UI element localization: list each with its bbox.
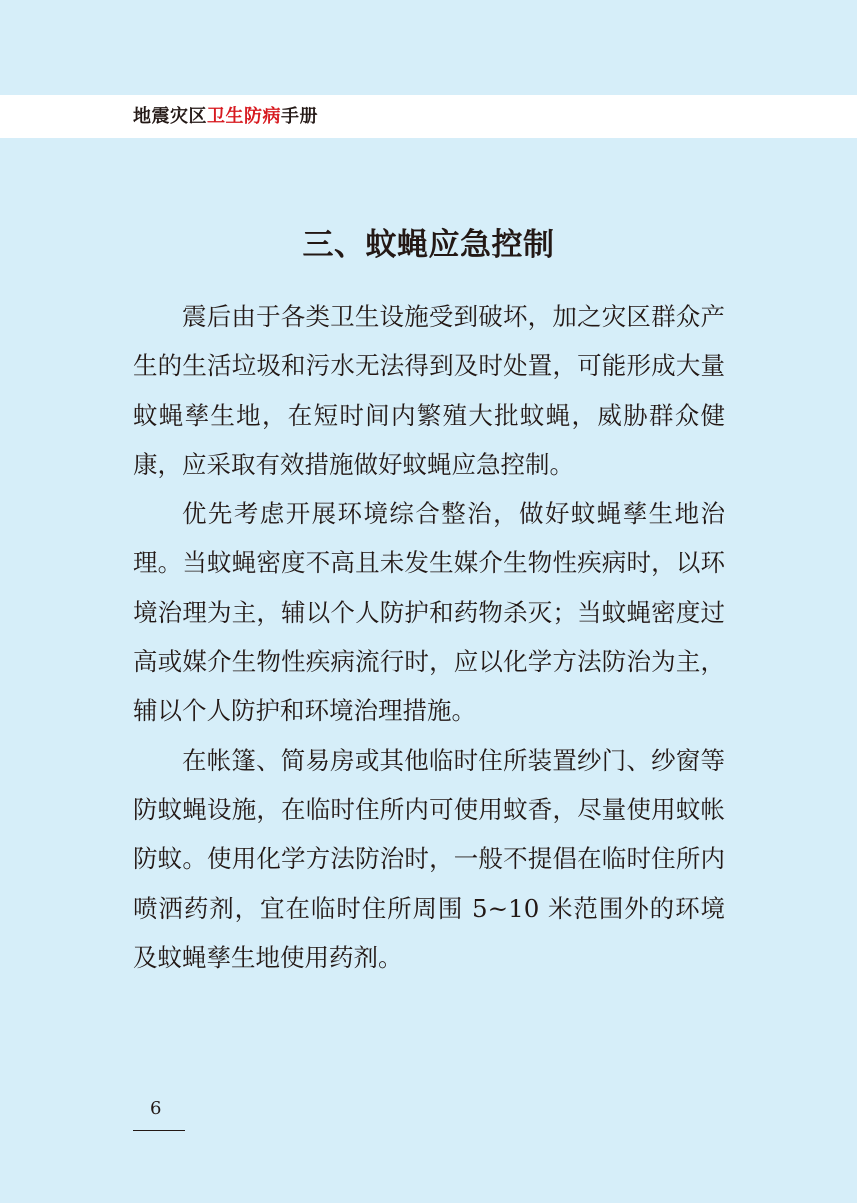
header-title-part3: 手册 (281, 106, 318, 127)
paragraph-1: 震后由于各类卫生设施受到破坏，加之灾区群众产生的生活垃圾和污水无法得到及时处置，可能形成大量蚊蝇孳生地，在短时间内繁殖大批蚊蝇，威胁群众健康，应采取有效措施做好蚊蝇应急控制。 (133, 302, 725, 479)
page-number: 6 (150, 1098, 162, 1119)
header-title-part1: 地震灾区 (133, 106, 207, 127)
section-title: 三、蚊蝇应急控制 (302, 227, 555, 263)
paragraph-3: 在帐篷、简易房或其他临时住所装置纱门、纱窗等防蚊蝇设施，在临时住所内可使用蚊香，尽量使用蚊帐防蚊。使用化学方法防治时，一般不提倡在临时住所内喷洒药剂，宜在临时住所周围 5~10 米范围外的环境及蚊蝇孳生地使用药剂。 (133, 745, 725, 972)
page-number-rule (133, 1130, 185, 1131)
header-title-highlight: 卫生防病 (207, 106, 281, 127)
running-header-title (133, 105, 318, 129)
paragraph-2: 优先考虑开展环境综合整治，做好蚊蝇孳生地治理。当蚊蝇密度不高且未发生媒介生物性疾病时，以环境治理为主，辅以个人防护和药物杀灭；当蚊蝇密度过高或媒介生物性疾病流行时，应以化学方法防治为主，辅以个人防护和环境治理措施。 (133, 499, 725, 726)
running-header-band (0, 95, 857, 138)
body-text (133, 292, 725, 982)
